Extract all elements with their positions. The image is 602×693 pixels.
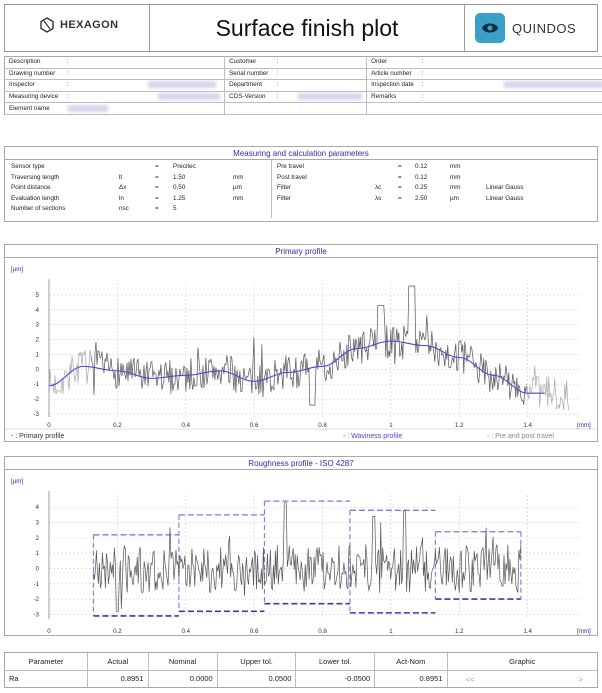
info-value: : xyxy=(62,68,224,80)
y-unit-label: [µm] xyxy=(11,266,24,273)
param-val: 1.50 xyxy=(173,173,186,181)
info-label: Remarks xyxy=(367,91,418,103)
param-val: 0.25 xyxy=(415,184,428,191)
x-tick-label: 1 xyxy=(389,422,393,429)
primary-profile-title: Primary profile xyxy=(5,245,597,258)
primary-profile-chart xyxy=(5,259,597,442)
primary-profile-line xyxy=(91,286,527,405)
param-unit: mm xyxy=(450,184,461,191)
param-unit: mm xyxy=(233,173,244,181)
info-label: Measuring device xyxy=(5,91,63,103)
x-tick-label: 1.2 xyxy=(455,628,464,635)
param-name: Point distance xyxy=(11,184,51,191)
info-label: Department xyxy=(225,80,273,92)
param-row-right xyxy=(5,162,597,172)
quindos-brand: QUINDOS xyxy=(512,20,577,36)
info-label: Description xyxy=(5,57,63,69)
x-tick-label: 0.4 xyxy=(181,628,191,635)
param-eq: = xyxy=(155,205,159,212)
param-eq: = xyxy=(398,184,402,191)
param-divider xyxy=(271,160,272,218)
legend-waviness: - : Waviness profile xyxy=(343,433,403,440)
info-label: Customer xyxy=(225,57,273,69)
param-unit: mm xyxy=(450,163,461,170)
param-extra: Linear Gauss xyxy=(486,184,524,191)
param-eq: = xyxy=(398,163,402,170)
x-tick-label: 1 xyxy=(389,628,393,635)
param-sym: nsc xyxy=(119,205,129,212)
results-table xyxy=(4,652,598,688)
report-title: Surface finish plot xyxy=(149,5,465,51)
result-graphic xyxy=(447,670,597,687)
x-tick-label: 1.2 xyxy=(455,422,464,429)
param-eq: = xyxy=(155,163,159,170)
report-header xyxy=(4,4,598,52)
legend-pre-post: - : Pre and post travel xyxy=(487,433,554,440)
param-eq: = xyxy=(398,173,402,181)
info-row xyxy=(5,57,602,69)
x-tick-label: 1.4 xyxy=(523,628,533,635)
param-unit: mm xyxy=(233,194,244,202)
y-tick-label: 3 xyxy=(35,321,39,329)
x-tick-label: 0 xyxy=(47,628,51,635)
hexagon-logo xyxy=(39,17,118,33)
parameters-title: Measuring and calculation parameters xyxy=(5,147,597,160)
info-label: Drawing number xyxy=(5,68,63,80)
y-tick-label: 3 xyxy=(35,519,39,527)
roughness-profile-chart xyxy=(5,471,597,636)
result-act-nom: 0.8951 xyxy=(375,670,447,687)
info-value: : xyxy=(272,57,366,69)
param-extra: Linear Gauss xyxy=(486,194,524,202)
param-row-right xyxy=(5,173,597,183)
param-name: Number of sections xyxy=(11,205,66,212)
info-value xyxy=(418,103,602,115)
info-row xyxy=(5,80,602,92)
x-unit-label: [mm] xyxy=(577,422,591,429)
results-header-cell: Graphic xyxy=(447,653,597,670)
y-tick-label: -1 xyxy=(33,381,39,389)
y-tick-label: 0 xyxy=(35,565,39,573)
info-value: : xyxy=(62,91,224,103)
y-tick-label: 0 xyxy=(35,366,39,374)
y-tick-label: -2 xyxy=(33,396,39,404)
redacted-value xyxy=(158,93,220,100)
roughness-profile-line xyxy=(94,503,521,612)
quindos-logo xyxy=(475,13,576,43)
x-unit-label: [mm] xyxy=(577,628,591,635)
param-name: Filter xyxy=(277,184,291,191)
results-header-row xyxy=(5,653,597,670)
y-tick-label: 2 xyxy=(35,336,39,344)
y-tick-label: 4 xyxy=(35,306,39,314)
x-tick-label: 0.8 xyxy=(318,628,327,635)
info-label: Article number xyxy=(367,68,418,80)
x-tick-label: 0.2 xyxy=(113,422,122,429)
param-sym: ln xyxy=(119,194,124,202)
info-label: Serial number xyxy=(225,68,273,80)
result-nominal: 0.0000 xyxy=(148,670,217,687)
info-value: : xyxy=(272,68,366,80)
redacted-value xyxy=(504,81,602,88)
param-sym: λc xyxy=(375,184,382,191)
x-tick-label: 0 xyxy=(47,422,51,429)
param-name: Post travel xyxy=(277,173,307,181)
info-value xyxy=(272,103,366,115)
param-name: Sensor type xyxy=(11,163,45,170)
param-unit: mm xyxy=(450,173,461,181)
hexagon-icon xyxy=(39,17,55,33)
param-unit: µm xyxy=(233,184,242,191)
results-row xyxy=(5,670,597,687)
results-header-cell: Parameter xyxy=(5,653,87,670)
header-info-table xyxy=(4,56,602,115)
y-tick-label: -3 xyxy=(33,411,39,419)
info-label: Inspector xyxy=(5,80,63,92)
quindos-icon xyxy=(475,13,505,43)
y-tick-label: 1 xyxy=(35,351,39,359)
param-val: Precitec xyxy=(173,163,196,170)
param-sym: Δx xyxy=(119,184,127,191)
param-name: Traversing length xyxy=(11,173,60,181)
x-tick-label: 0.6 xyxy=(249,628,259,635)
redacted-value xyxy=(298,93,362,100)
result-actual: 0.8951 xyxy=(87,670,148,687)
y-tick-label: -2 xyxy=(33,596,39,604)
results-header-cell: Actual xyxy=(87,653,148,670)
legend-primary: - : Primary profile xyxy=(11,433,65,440)
param-sym: λs xyxy=(375,194,382,202)
info-value: : xyxy=(418,57,602,69)
x-tick-label: 0.4 xyxy=(181,422,191,429)
param-row-left xyxy=(5,204,597,214)
results-header-cell: Upper tol. xyxy=(217,653,296,670)
info-value: : xyxy=(272,80,366,92)
graphic-right-arrow: > xyxy=(578,674,583,684)
roughness-profile-title: Roughness profile - ISO 4287 xyxy=(5,457,597,470)
x-tick-label: 1.4 xyxy=(523,422,533,429)
param-name: Filter xyxy=(277,194,291,202)
x-tick-label: 0.6 xyxy=(249,422,259,429)
param-name: Pre travel xyxy=(277,163,304,170)
info-row xyxy=(5,91,602,103)
result-name: Ra xyxy=(5,670,87,687)
results-header-cell: Lower tol. xyxy=(296,653,375,670)
primary-profile-panel xyxy=(4,244,598,442)
info-value: : xyxy=(62,80,224,92)
param-val: 1.25 xyxy=(173,194,186,202)
info-value: : xyxy=(418,91,602,103)
x-tick-label: 0.8 xyxy=(318,422,327,429)
param-row-right xyxy=(5,183,597,193)
y-tick-label: -3 xyxy=(33,611,39,619)
param-eq: = xyxy=(155,173,159,181)
info-value: : xyxy=(272,91,366,103)
info-value: : xyxy=(62,57,224,69)
param-val: 0.12 xyxy=(415,163,428,170)
param-eq: = xyxy=(398,194,402,202)
graphic-left-arrow: << xyxy=(465,674,475,684)
info-label: Element name xyxy=(5,103,63,115)
pre-travel-line xyxy=(49,350,91,403)
y-tick-label: 4 xyxy=(35,504,39,512)
info-value: : xyxy=(418,68,602,80)
param-eq: = xyxy=(155,184,159,191)
hexagon-brand: HEXAGON xyxy=(60,19,119,31)
info-label: Order xyxy=(367,57,418,69)
y-tick-label: 2 xyxy=(35,534,39,542)
info-label: Inspection date xyxy=(367,80,418,92)
param-name: Evaluation length xyxy=(11,194,60,202)
param-val: 0.12 xyxy=(415,173,428,181)
info-row xyxy=(5,103,602,115)
x-tick-label: 0.2 xyxy=(113,628,122,635)
parameters-panel xyxy=(4,146,598,222)
result-lower-tol: -0.0500 xyxy=(296,670,375,687)
param-row-right xyxy=(5,194,597,204)
y-tick-label: 1 xyxy=(35,550,39,558)
info-label xyxy=(367,103,418,115)
param-val: 5 xyxy=(173,205,177,212)
info-label: CDS-Version xyxy=(225,91,273,103)
param-unit: µm xyxy=(450,194,459,202)
results-header-cell: Act-Nom xyxy=(375,653,447,670)
info-label xyxy=(225,103,273,115)
y-unit-label: [µm] xyxy=(11,478,24,485)
param-val: 0.50 xyxy=(173,184,186,191)
param-val: 2.50 xyxy=(415,194,428,202)
y-tick-label: -1 xyxy=(33,580,39,588)
result-upper-tol: 0.0500 xyxy=(217,670,296,687)
param-sym: lt xyxy=(119,173,123,181)
redacted-value xyxy=(148,81,216,88)
roughness-profile-panel xyxy=(4,456,598,636)
info-row xyxy=(5,68,602,80)
param-eq: = xyxy=(155,194,159,202)
results-header-cell: Nominal xyxy=(148,653,217,670)
post-travel-line xyxy=(527,365,569,410)
redacted-value xyxy=(68,105,108,112)
info-value xyxy=(62,103,224,115)
y-tick-label: 5 xyxy=(35,291,39,299)
info-value: : xyxy=(418,80,602,92)
